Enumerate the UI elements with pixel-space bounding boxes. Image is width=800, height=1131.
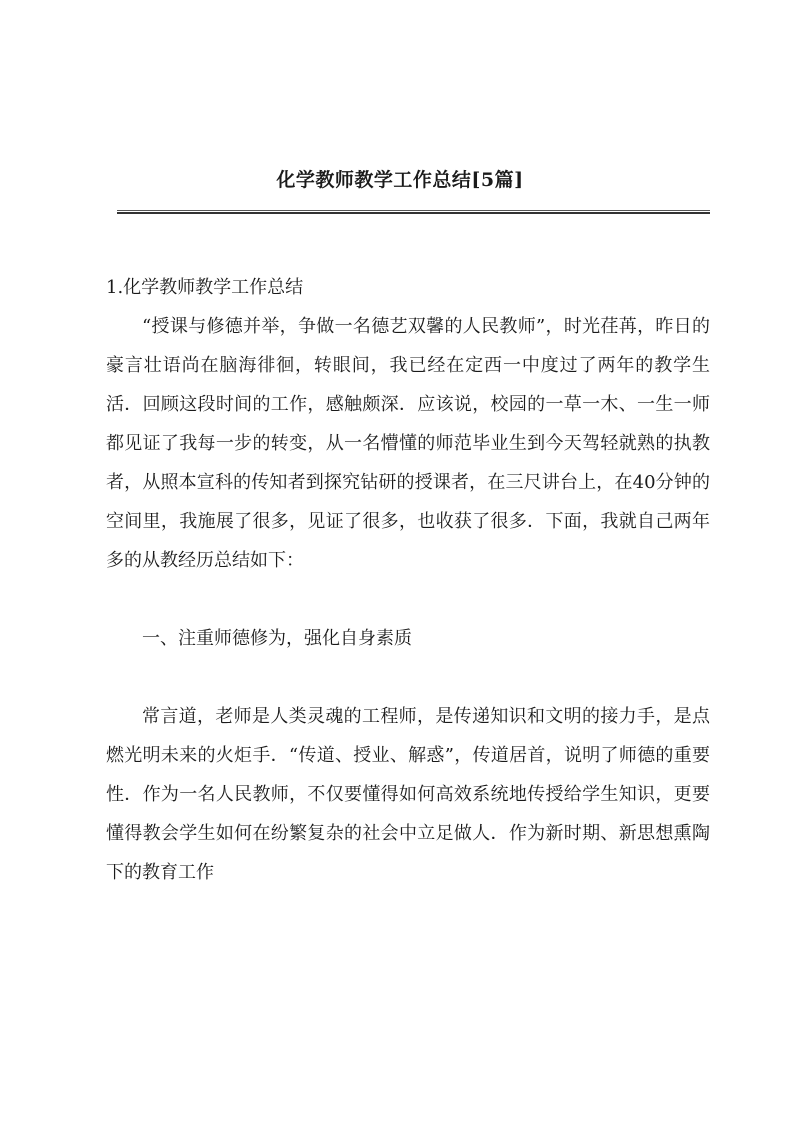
- body-paragraph: “授课与修德并举，争做一名德艺双馨的人民教师”，时光荏苒，昨日的豪言壮语尚在脑海徘徊，转眼间，我已经在定西一中度过了两年的教学生活．回顾这段时间的工作，感触颇深．应该说，校园的一草一木、一生一师都见证了我每一步的转变，从一名懵懂的师范毕业生到今天驾轻就熟的执教者，从照本宣科的传知者到探究钻研的授课者，在三尺讲台上，在40分钟的空间里，我施展了很多，见证了很多，也收获了很多．下面，我就自己两年多的从教经历总结如下：: [106, 316, 710, 571]
- section-heading: 1.化学教师教学工作总结: [106, 277, 304, 298]
- subsection-heading: 一、注重师德修为，强化自身素质: [142, 628, 412, 649]
- body-paragraph: 常言道，老师是人类灵魂的工程师，是传递知识和文明的接力手，是点燃光明未来的火炬手．“传道、授业、解惑”，传道居首，说明了师德的重要性．作为一名人民教师，不仅要懂得如何高效系统地传授给学生知识，更要懂得教会学生如何在纷繁复杂的社会中立足做人．作为新时期、新思想熏陶下的教育工作: [106, 706, 710, 883]
- paragraph-gap: [106, 658, 710, 697]
- document-title: 化学教师教学工作总结[5篇]: [276, 169, 524, 191]
- document-body: [106, 268, 710, 892]
- title-divider: [117, 210, 710, 214]
